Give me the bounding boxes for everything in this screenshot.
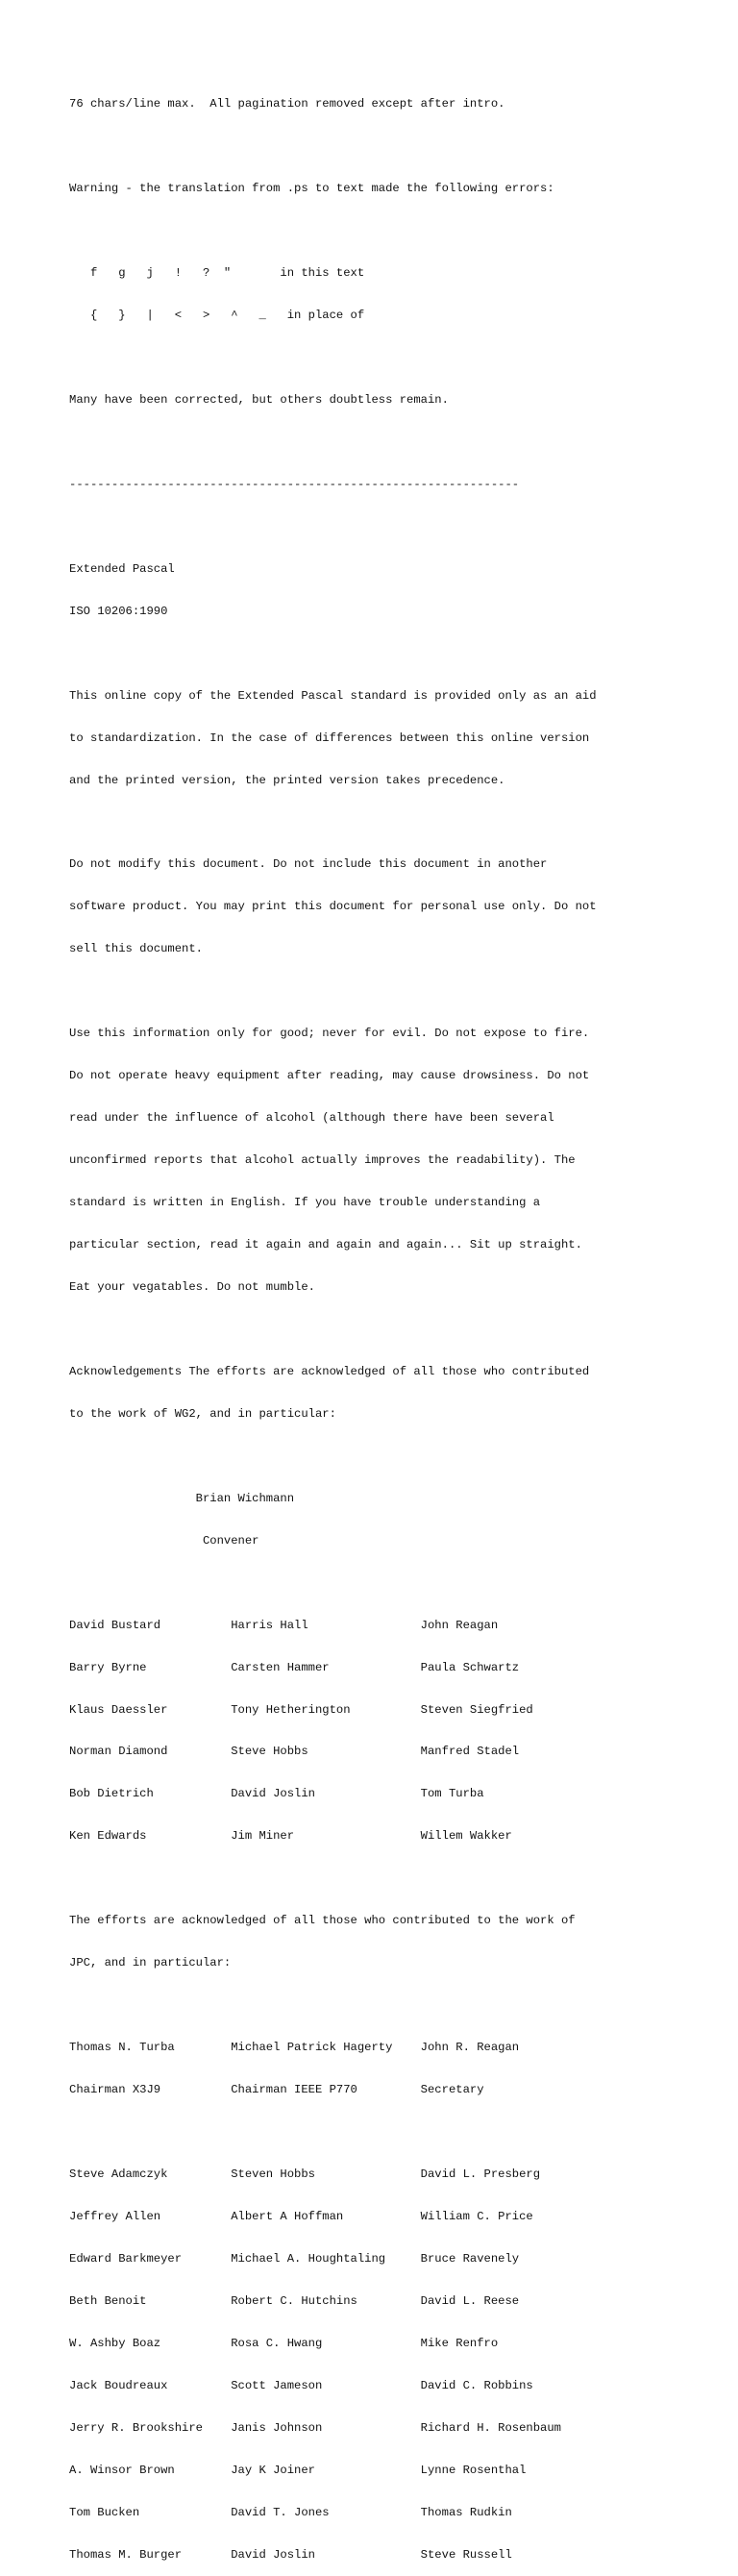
- blank-line: [69, 1871, 597, 1886]
- jpc-names-row: Thomas M. Burger David Joslin Steve Russell: [69, 2547, 512, 2562]
- paragraph-line: software product. You may print this document for personal use only. Do not: [69, 900, 597, 914]
- jpc-names-row: Beth Benoit Robert C. Hutchins David L. Reese: [69, 2293, 520, 2308]
- blank-line: [69, 984, 597, 999]
- jpc-names-row: W. Ashby Boaz Rosa C. Hwang Mike Renfro: [69, 2336, 499, 2350]
- wg2-names-row: Klaus Daessler Tony Hetherington Steven Siegfried: [69, 1702, 533, 1717]
- paragraph-line: read under the influence of alcohol (although there have been several: [69, 1111, 554, 1126]
- paragraph-line: sell this document.: [69, 942, 203, 956]
- blank-line: [69, 1323, 597, 1337]
- paragraph-line: unconfirmed reports that alcohol actually improves the readability). The: [69, 1153, 576, 1168]
- blank-line: [69, 1576, 597, 1591]
- corrected-note: Many have been corrected, but others doubtless remain.: [69, 392, 449, 407]
- jpc-names-row: Jerry R. Brookshire Janis Johnson Richard H. Rosenbaum: [69, 2420, 561, 2435]
- error-table-row: f g j ! ? " in this text: [69, 266, 365, 281]
- jpc-officers-roles: Chairman X3J9 Chairman IEEE P770 Secretary: [69, 2083, 484, 2097]
- wg2-names-row: David Bustard Harris Hall John Reagan: [69, 1618, 499, 1632]
- blank-line: [69, 520, 597, 534]
- jpc-names-row: A. Winsor Brown Jay K Joiner Lynne Rosenthal: [69, 2463, 527, 2477]
- blank-line: [69, 351, 597, 365]
- paragraph-line: Eat your vegatables. Do not mumble.: [69, 1280, 315, 1294]
- wg2-names-row: Barry Byrne Carsten Hammer Paula Schwartz: [69, 1660, 520, 1674]
- jpc-names-row: Jack Boudreaux Scott Jameson David C. Robbins: [69, 2378, 533, 2392]
- wg2-names-row: Norman Diamond Steve Hobbs Manfred Stadel: [69, 1745, 520, 1759]
- blank-line: [69, 2125, 597, 2140]
- document-title: Extended Pascal: [69, 561, 175, 576]
- document-standard-id: ISO 10206:1990: [69, 604, 168, 618]
- paragraph-line: standard is written in English. If you have trouble understanding a: [69, 1196, 541, 1210]
- paragraph-line: and the printed version, the printed version takes precedence.: [69, 773, 505, 787]
- blank-line: [69, 1998, 597, 2013]
- paragraph-line: Do not modify this document. Do not include this document in another: [69, 857, 548, 872]
- paragraph-line: Do not operate heavy equipment after reading, may cause drowsiness. Do not: [69, 1069, 590, 1083]
- acknowledgements-line: to the work of WG2, and in particular:: [69, 1406, 336, 1421]
- error-table-row: { } | < > ^ _ in place of: [69, 309, 365, 323]
- blank-line: [69, 435, 597, 450]
- jpc-names-row: Jeffrey Allen Albert A Hoffman William C. Price: [69, 2209, 533, 2223]
- paragraph-line: This online copy of the Extended Pascal standard is provided only as an aid: [69, 688, 597, 703]
- document-text: [69, 69, 597, 2576]
- paragraph-line: Use this information only for good; never for evil. Do not expose to fire.: [69, 1027, 590, 1041]
- blank-line: [69, 139, 597, 154]
- jpc-acknowledgement-line: JPC, and in particular:: [69, 1956, 232, 1970]
- acknowledgements-line: Acknowledgements The efforts are acknowledged of all those who contributed: [69, 1364, 590, 1378]
- jpc-acknowledgement-line: The efforts are acknowledged of all those who contributed to the work of: [69, 1914, 576, 1928]
- blank-line: [69, 1449, 597, 1464]
- jpc-names-row: Tom Bucken David T. Jones Thomas Rudkin: [69, 2505, 512, 2519]
- convener-name: Brian Wichmann: [69, 1491, 295, 1505]
- wg2-names-row: Bob Dietrich David Joslin Tom Turba: [69, 1787, 484, 1801]
- jpc-officers-names: Thomas N. Turba Michael Patrick Hagerty John R. Reagan: [69, 2041, 520, 2055]
- convener-title: Convener: [69, 1533, 259, 1548]
- wg2-names-row: Ken Edwards Jim Miner Willem Wakker: [69, 1829, 512, 1844]
- jpc-names-row: Edward Barkmeyer Michael A. Houghtaling Bruce Ravenely: [69, 2251, 520, 2266]
- jpc-names-row: Steve Adamczyk Steven Hobbs David L. Presberg: [69, 2167, 541, 2182]
- paragraph-line: to standardization. In the case of differences between this online version: [69, 731, 590, 745]
- separator-line: ----------------------------------------------------------------: [69, 477, 520, 491]
- intro-line: 76 chars/line max. All pagination removed except after intro.: [69, 97, 505, 111]
- paragraph-line: particular section, read it again and again and again... Sit up straight.: [69, 1238, 582, 1252]
- blank-line: [69, 647, 597, 661]
- blank-line: [69, 224, 597, 238]
- blank-line: [69, 816, 597, 830]
- warning-line: Warning - the translation from .ps to text made the following errors:: [69, 182, 554, 196]
